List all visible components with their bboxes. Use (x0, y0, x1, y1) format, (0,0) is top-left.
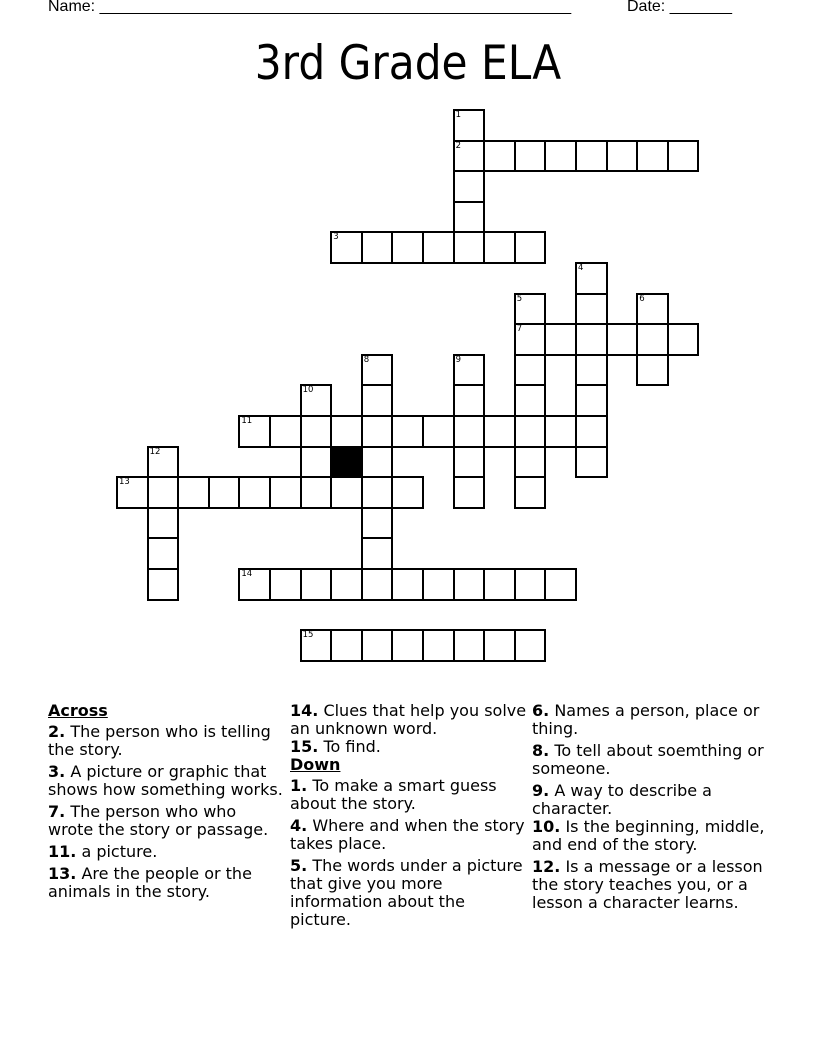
grid-cell[interactable] (575, 262, 608, 295)
grid-cell[interactable] (361, 354, 394, 387)
clue-number: 5. (290, 856, 308, 875)
grid-cell[interactable] (514, 354, 547, 387)
grid-cell[interactable] (575, 140, 608, 173)
grid-cell[interactable] (667, 140, 700, 173)
grid-cell[interactable] (300, 446, 333, 479)
grid-cell[interactable] (453, 170, 486, 203)
clue-number: 1. (290, 776, 308, 795)
grid-cell[interactable] (514, 384, 547, 417)
clue-number: 2. (48, 722, 66, 741)
grid-cell[interactable] (391, 629, 424, 662)
clue-text: The words under a picture that give you more information about the picture. (290, 856, 523, 929)
clue-number-label: 4 (578, 263, 584, 273)
grid-cell[interactable] (514, 323, 547, 356)
clue-number-label: 13 (119, 477, 130, 488)
clue-text: Clues that help you solve an unknown word. (290, 701, 527, 738)
grid-cell[interactable] (330, 629, 363, 662)
black-cell (330, 446, 363, 479)
clue-down-8 (532, 742, 772, 778)
clue-across-11 (48, 843, 283, 861)
grid-cell[interactable] (422, 415, 455, 448)
grid-cell[interactable] (300, 476, 333, 509)
clue-text: A picture or graphic that shows how something works. (48, 762, 283, 799)
grid-cell[interactable] (453, 568, 486, 601)
grid-cell[interactable] (300, 629, 333, 662)
clue-number-label: 5 (516, 293, 523, 304)
grid-cell[interactable] (453, 629, 486, 662)
clue-number-label: 3 (333, 232, 339, 243)
down-heading: Down (290, 755, 341, 774)
grid-cell[interactable] (391, 476, 424, 509)
clue-number: 8. (532, 741, 550, 760)
clue-text: a picture. (81, 842, 158, 861)
grid-cell[interactable] (636, 293, 669, 326)
grid-cell[interactable] (544, 415, 577, 448)
clue-text: To make a smart guess about the story. (290, 776, 497, 813)
grid-cell[interactable] (514, 140, 547, 173)
grid-cell[interactable] (544, 568, 577, 601)
clues-column-3 (532, 702, 772, 916)
clue-number-label: 6 (639, 293, 645, 304)
grid-cell[interactable] (453, 201, 486, 234)
clue-number: 9. (532, 781, 550, 800)
clues-column-2 (290, 702, 530, 933)
clue-text: Where and when the story takes place. (290, 816, 525, 853)
grid-cell[interactable] (514, 629, 547, 662)
clue-text: Are the people or the animals in the story. (48, 864, 252, 901)
clue-number: 7. (48, 802, 66, 821)
grid-cell[interactable] (422, 568, 455, 601)
clue-number-label: 8 (363, 354, 370, 365)
grid-cell[interactable] (361, 568, 394, 601)
clue-across-15 (290, 738, 530, 756)
grid-cell[interactable] (361, 384, 394, 417)
grid-cell[interactable] (453, 231, 486, 264)
clue-number: 12. (532, 857, 561, 876)
grid-cell[interactable] (453, 140, 486, 173)
grid-cell[interactable] (147, 568, 180, 601)
grid-cell[interactable] (300, 568, 333, 601)
grid-cell[interactable] (483, 140, 516, 173)
grid-cell[interactable] (514, 231, 547, 264)
grid-cell[interactable] (177, 476, 210, 509)
name-field-label: Name: _____________________________________________________ (48, 0, 572, 15)
grid-cell[interactable] (391, 568, 424, 601)
grid-cell[interactable] (147, 476, 180, 509)
clue-number: 11. (48, 842, 77, 861)
grid-cell[interactable] (361, 537, 394, 570)
grid-cell[interactable] (361, 415, 394, 448)
clue-number-label: 11 (241, 416, 253, 426)
grid-cell[interactable] (330, 415, 363, 448)
across-heading: Across (48, 701, 108, 720)
grid-cell[interactable] (238, 476, 271, 509)
clue-across-7 (48, 803, 283, 839)
clue-across-3 (48, 763, 283, 799)
grid-cell[interactable] (575, 354, 608, 387)
grid-cell[interactable] (483, 568, 516, 601)
grid-cell[interactable] (636, 354, 669, 387)
clue-number-label: 10 (302, 385, 314, 396)
grid-cell[interactable] (269, 415, 302, 448)
grid-cell[interactable] (453, 415, 486, 448)
grid-cell[interactable] (575, 293, 608, 326)
grid-cell[interactable] (147, 537, 180, 570)
grid-cell[interactable] (391, 231, 424, 264)
grid-cell[interactable] (483, 231, 516, 264)
clue-across-13 (48, 865, 283, 901)
grid-cell[interactable] (330, 476, 363, 509)
grid-cell[interactable] (208, 476, 241, 509)
grid-cell[interactable] (361, 507, 394, 540)
clue-down-5 (290, 857, 530, 929)
grid-cell[interactable] (453, 446, 486, 479)
grid-cell[interactable] (453, 384, 486, 417)
clue-down-10 (532, 818, 772, 854)
grid-cell[interactable] (636, 323, 669, 356)
grid-cell[interactable] (116, 476, 149, 509)
clue-number-label: 1 (455, 110, 462, 120)
grid-cell[interactable] (300, 384, 333, 417)
clue-text: The person who is telling the story. (48, 722, 271, 759)
clue-number: 10. (532, 817, 561, 836)
clue-text: Is a message or a lesson the story teaches you, or a lesson a character learns. (532, 857, 763, 912)
grid-cell[interactable] (514, 568, 547, 601)
clue-down-9 (532, 782, 772, 818)
clue-down-6 (532, 702, 772, 738)
grid-cell[interactable] (514, 476, 547, 509)
grid-cell[interactable] (514, 293, 547, 326)
grid-cell[interactable] (575, 384, 608, 417)
grid-cell[interactable] (606, 140, 639, 173)
grid-cell[interactable] (636, 140, 669, 173)
grid-cell[interactable] (606, 323, 639, 356)
grid-cell[interactable] (361, 476, 394, 509)
grid-cell[interactable] (422, 231, 455, 264)
grid-cell[interactable] (483, 629, 516, 662)
grid-cell[interactable] (300, 415, 333, 448)
clue-across-2 (48, 723, 283, 759)
page-title: 3rd Grade ELA (254, 36, 562, 91)
clue-number: 14. (290, 701, 319, 720)
clue-number: 6. (532, 701, 550, 720)
clue-number-label: 14 (241, 569, 253, 579)
clue-number-label: 7 (516, 324, 523, 335)
grid-cell[interactable] (575, 446, 608, 479)
clue-number: 3. (48, 762, 66, 781)
clue-number-label: 12 (149, 446, 161, 457)
clue-down-12 (532, 858, 772, 912)
clue-text: Is the beginning, middle, and end of the story. (532, 817, 765, 854)
grid-cell[interactable] (147, 507, 180, 540)
grid-cell[interactable] (238, 415, 271, 448)
grid-cell[interactable] (361, 446, 394, 479)
clue-number-label: 9 (455, 354, 462, 365)
clue-text: To tell about soemthing or someone. (532, 741, 764, 778)
clue-down-4 (290, 817, 530, 853)
grid-cell[interactable] (238, 568, 271, 601)
clue-number: 15. (290, 737, 319, 756)
grid-cell[interactable] (544, 140, 577, 173)
grid-cell[interactable] (330, 231, 363, 264)
grid-cell[interactable] (453, 354, 486, 387)
grid-cell[interactable] (269, 476, 302, 509)
grid-cell[interactable] (514, 415, 547, 448)
clue-number-label: 15 (302, 630, 314, 641)
grid-cell[interactable] (575, 415, 608, 448)
clue-number: 13. (48, 864, 77, 883)
date-field-label: Date: _______ (627, 0, 732, 15)
grid-cell[interactable] (514, 446, 547, 479)
grid-cell[interactable] (361, 231, 394, 264)
grid-cell[interactable] (269, 568, 302, 601)
grid-cell[interactable] (667, 323, 700, 356)
clue-text: The person who who wrote the story or passage. (48, 802, 269, 839)
clues-column-1 (48, 702, 283, 905)
grid-cell[interactable] (391, 415, 424, 448)
grid-cell[interactable] (453, 476, 486, 509)
clue-text: A way to describe a character. (532, 781, 712, 818)
clue-across-14 (290, 702, 530, 738)
grid-cell[interactable] (361, 629, 394, 662)
grid-cell[interactable] (544, 323, 577, 356)
clue-text: To find. (323, 737, 381, 756)
grid-cell[interactable] (453, 109, 486, 142)
clue-number: 4. (290, 816, 308, 835)
grid-cell[interactable] (147, 446, 180, 479)
clue-down-1 (290, 777, 530, 813)
grid-cell[interactable] (422, 629, 455, 662)
grid-cell[interactable] (330, 568, 363, 601)
clue-text: Names a person, place or thing. (532, 701, 760, 738)
grid-cell[interactable] (483, 415, 516, 448)
clue-number-label: 2 (455, 140, 462, 151)
grid-cell[interactable] (575, 323, 608, 356)
